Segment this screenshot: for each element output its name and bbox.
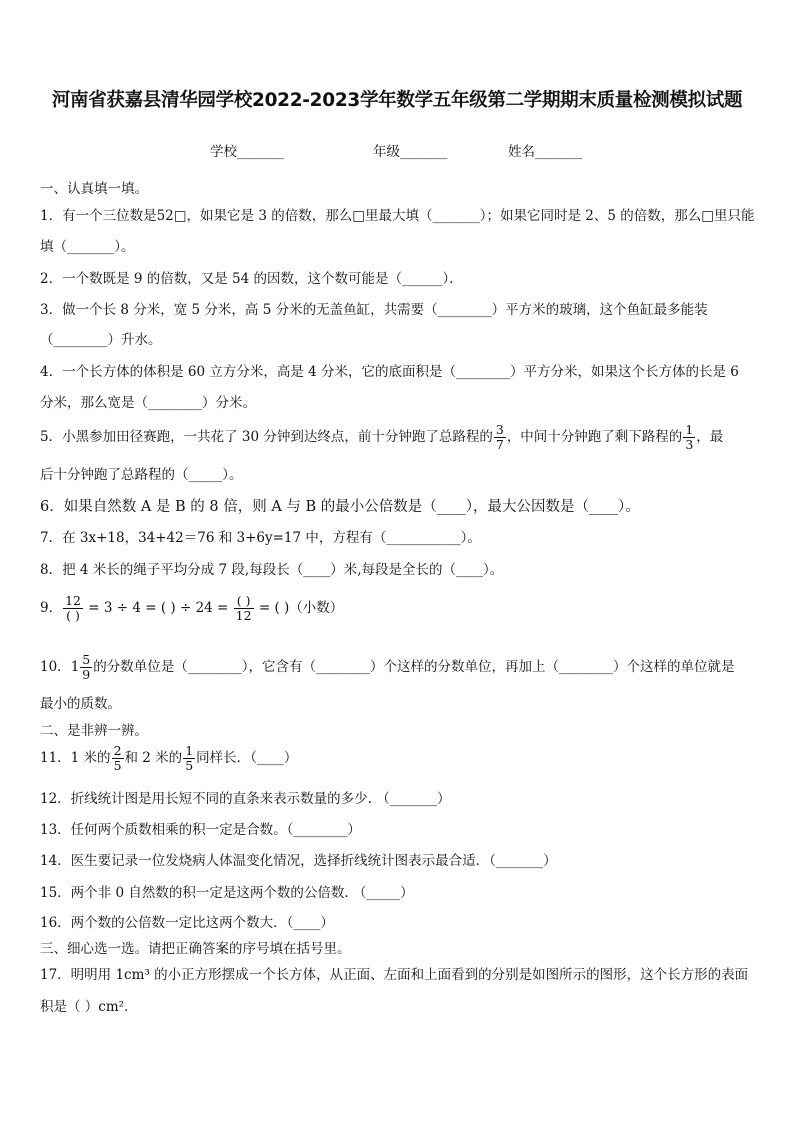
- question-12: 12．折线统计图是用长短不同的直条来表示数量的多少. （_______）: [40, 791, 451, 807]
- name-field: 姓名_______: [508, 144, 583, 160]
- fraction-denominator: 7: [495, 437, 504, 452]
- question-9-end: = ( )（小数）: [258, 600, 344, 616]
- question-6: 6．如果自然数 A 是 B 的 8 倍，则 A 与 B 的最小公倍数是（____），最大公因数是（____）。: [40, 499, 640, 515]
- question-11-text-c: 同样长．（____）: [196, 750, 298, 766]
- section-2-heading: 二、是非辨一辨。: [40, 723, 148, 739]
- fraction-numerator: 1: [685, 422, 694, 437]
- question-17-line-2: 积是（ ）cm²．: [40, 999, 138, 1015]
- question-10-number: 10．: [40, 659, 71, 675]
- fraction-denominator: 5: [185, 758, 194, 773]
- exam-title: 河南省获嘉县清华园学校2022-2023学年数学五年级第二学期期末质量检测模拟试题: [51, 90, 743, 111]
- fraction-numerator: ( ): [234, 594, 254, 609]
- fraction-1-3: [683, 423, 695, 452]
- question-11-text-a: 11．1 米的: [40, 750, 111, 766]
- fraction-denominator: ( ): [66, 608, 80, 623]
- fraction-numerator: 2: [113, 743, 122, 758]
- section-1-heading: 一、认真填一填。: [40, 181, 148, 197]
- mixed-number-integer: 1: [70, 659, 80, 675]
- fraction-5-9: [80, 653, 92, 682]
- fraction-3-7: [494, 423, 506, 452]
- question-15: 15．两个非 0 自然数的积一定是这两个数的公倍数. （_____）: [40, 885, 414, 901]
- question-9-number: 9．: [40, 600, 63, 616]
- fraction-12-over-blank: [63, 594, 83, 623]
- question-5-line-2: 后十分钟跑了总路程的（_____）。: [40, 467, 243, 483]
- question-8: 8．把 4 米长的绳子平均分成 7 段,每段长（____）米,每段是全长的（____）。: [40, 562, 504, 578]
- question-5-line-1: [40, 423, 723, 452]
- question-14: 14．医生要记录一位发烧病人体温变化情况，选择折线统计图表示最合适．（_______）: [40, 853, 557, 869]
- question-16: 16．两个数的公倍数一定比这两个数大．（____）: [40, 915, 334, 931]
- question-10-line-1: [40, 653, 734, 682]
- fraction-2-5: [112, 744, 124, 773]
- question-11-text-b: 和 2 米的: [124, 750, 183, 766]
- fraction-1-5: [183, 744, 195, 773]
- fraction-denominator: 9: [82, 667, 91, 682]
- section-3-heading: 三、细心选一选。请把正确答案的序号填在括号里。: [40, 941, 351, 957]
- question-17-line-1: 17．明明用 1cm³ 的小正方形摆成一个长方体，从正面、左面和上面看到的分别是如图所示的图形，这个长方形的表面: [40, 967, 749, 983]
- school-field: 学校_______: [210, 144, 285, 160]
- fraction-numerator: 5: [82, 652, 91, 667]
- question-2: 2．一个数既是 9 的倍数，又是 54 的因数，这个数可能是（______）．: [40, 271, 463, 287]
- question-4-line-1: 4．一个长方体的体积是 60 立方分米，高是 4 分米，它的底面积是（________）平方分米，如果这个长方体的长是 6: [40, 364, 739, 380]
- question-11: [40, 744, 297, 773]
- fraction-numerator: 12: [65, 593, 81, 608]
- fraction-denominator: 3: [685, 437, 694, 452]
- fraction-blank-over-12: [234, 594, 254, 623]
- fraction-numerator: 3: [495, 422, 504, 437]
- question-10-line-2: 最小的质数。: [40, 696, 121, 712]
- question-4-line-2: 分米，那么宽是（________）分米。: [40, 395, 256, 411]
- question-1-line-2: 填（_______）。: [40, 239, 135, 255]
- question-5-text-c: ，最: [696, 429, 724, 445]
- question-13: 13．任何两个质数相乘的积一定是合数。（________）: [40, 822, 361, 838]
- fraction-denominator: 12: [235, 608, 252, 623]
- fraction-denominator: 5: [113, 758, 122, 773]
- question-9-middle: = 3 ÷ 4 = ( ) ÷ 24 =: [88, 600, 229, 616]
- question-3-line-2: （________）升水。: [40, 332, 162, 348]
- grade-field: 年级_______: [373, 144, 448, 160]
- question-3-line-1: 3．做一个长 8 分米，宽 5 分米，高 5 分米的无盖鱼缸，共需要（________）平方米的玻璃，这个鱼缸最多能装: [40, 302, 708, 318]
- question-9: [40, 594, 343, 623]
- question-1-line-1: 1．有一个三位数是52□，如果它是 3 的倍数，那么□里最大填（_______）；如果它同时是 2、5 的倍数，那么□里只能: [40, 208, 755, 224]
- question-5-text-a: 5．小黑参加田径赛跑，一共花了 30 分钟到达终点，前十分钟跑了总路程的: [40, 429, 493, 445]
- question-5-text-b: ，中间十分钟跑了剩下路程的: [506, 429, 683, 445]
- question-7: 7．在 3x+18，34+42＝76 和 3+6y=17 中，方程有（___________）。: [40, 530, 481, 546]
- question-10-text: 的分数单位是（________），它含有（________）个这样的分数单位，再加上（________）个这样的单位就是: [93, 659, 735, 675]
- fraction-numerator: 1: [185, 743, 194, 758]
